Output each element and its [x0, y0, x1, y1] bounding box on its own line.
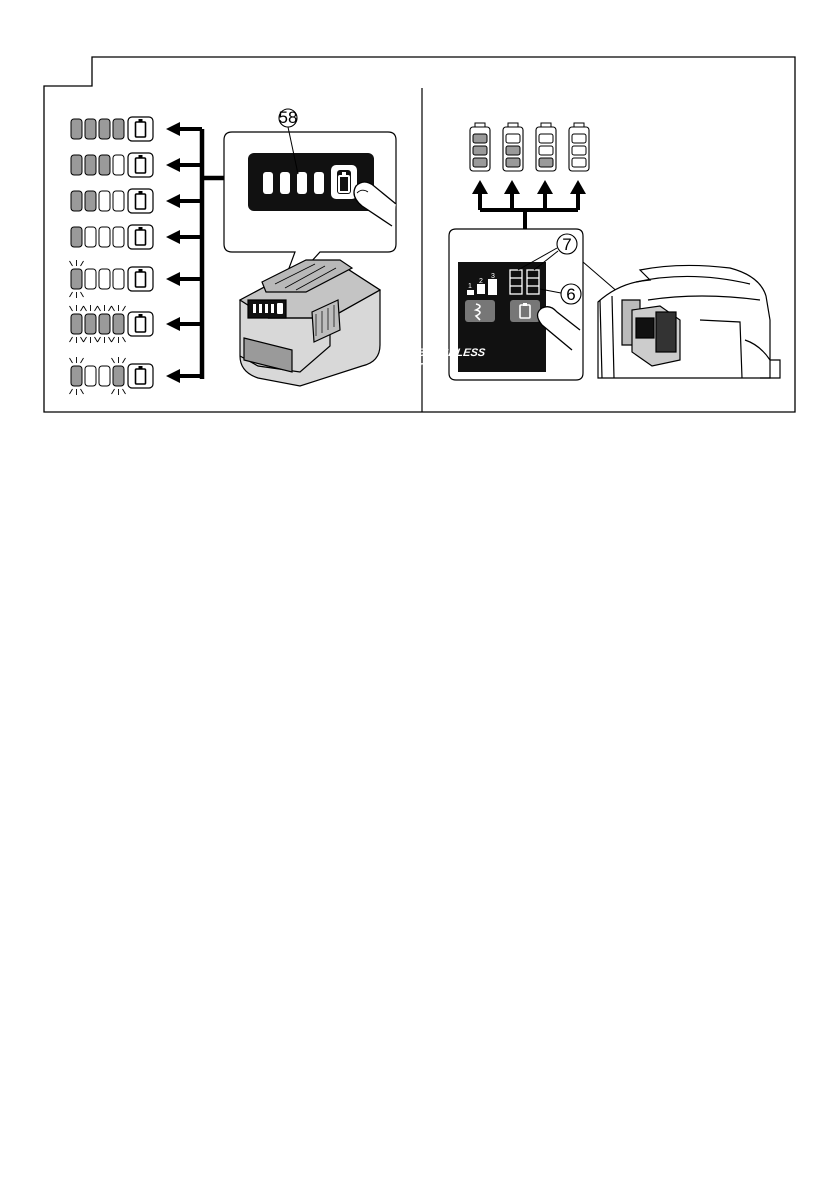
- blink-ray: [95, 306, 98, 311]
- tool-charge-cap: [508, 123, 518, 127]
- blink-ray: [95, 337, 98, 342]
- blink-ray: [112, 389, 115, 394]
- blink-ray: [84, 337, 87, 342]
- callout-6-label: 6: [566, 285, 576, 304]
- battery-state-row: [70, 357, 203, 395]
- blink-ray: [81, 358, 84, 363]
- battery-indicator-figure: [0, 0, 840, 420]
- blink-ray: [112, 306, 115, 311]
- tool-charge-segment: [473, 158, 487, 167]
- battery-segment: [71, 155, 82, 175]
- tool-charge-segment: [572, 146, 586, 155]
- blink-ray: [70, 292, 73, 297]
- tool-charge-segment: [572, 134, 586, 143]
- battery-state-row: [70, 260, 203, 298]
- battery-check-button-zoom: [331, 165, 357, 199]
- tool-charge-icon: [569, 123, 589, 171]
- state-arrow-head: [166, 122, 180, 136]
- tool-charge-cap: [541, 123, 551, 127]
- state-arrow-head: [166, 194, 180, 208]
- blink-ray: [112, 358, 115, 363]
- battery-pack-illustration: [240, 260, 380, 386]
- battery-segment: [85, 366, 96, 386]
- battery-segment: [85, 191, 96, 211]
- blink-ray: [70, 358, 73, 363]
- battery-segment: [99, 269, 110, 289]
- tool-charge-segment: [506, 146, 520, 155]
- tool-charge-segment: [473, 146, 487, 155]
- battery-segment: [71, 227, 82, 247]
- battery-segment: [71, 119, 82, 139]
- battery-segment: [113, 155, 124, 175]
- blink-ray: [81, 261, 84, 266]
- mode-number-3: 3: [491, 273, 495, 280]
- battery-segment: [113, 366, 124, 386]
- tool-charge-segment: [506, 158, 520, 167]
- battery-segment: [99, 119, 110, 139]
- blink-ray: [98, 306, 101, 311]
- battery-state-row: [70, 305, 203, 343]
- tool-state-list: [470, 123, 589, 171]
- battery-state-row: [71, 189, 202, 213]
- state-arrow-head: [166, 317, 180, 331]
- blink-ray: [109, 337, 112, 342]
- mode-number-1: 1: [468, 283, 472, 290]
- brushless-logo: BRUSHLESS: [416, 347, 487, 359]
- blink-ray: [109, 306, 112, 311]
- battery-state-list: [70, 117, 203, 395]
- blink-ray: [81, 292, 84, 297]
- battery-segment: [113, 314, 124, 334]
- battery-segment: [85, 269, 96, 289]
- battery-glyph-tip: [139, 227, 143, 230]
- blink-ray: [123, 306, 126, 311]
- battery-glyph-icon: [136, 272, 146, 287]
- tool-charge-cap: [475, 123, 485, 127]
- battery-glyph-tip: [139, 366, 143, 369]
- battery-segment: [71, 366, 82, 386]
- battery-glyph-icon: [136, 369, 146, 384]
- callout-7-label: 7: [562, 235, 572, 254]
- state-arrow-head: [166, 158, 180, 172]
- blink-ray: [70, 261, 73, 266]
- battery-glyph-tip: [139, 155, 143, 158]
- battery-check-button: [510, 300, 540, 322]
- blink-ray: [123, 389, 126, 394]
- battery-glyph-icon: [136, 194, 146, 209]
- tool-charge-icon: [536, 123, 556, 171]
- battery-segment: [113, 227, 124, 247]
- battery-glyph-icon: [136, 230, 146, 245]
- tool-charge-segment: [506, 134, 520, 143]
- blink-ray: [70, 337, 73, 342]
- tool-charge-icon: [503, 123, 523, 171]
- battery-segment: [71, 269, 82, 289]
- battery-segment: [99, 155, 110, 175]
- tool-charge-icon: [470, 123, 490, 171]
- tool-charge-cap: [574, 123, 584, 127]
- mode-number-2: 2: [479, 278, 483, 285]
- blink-ray: [123, 337, 126, 342]
- tool-arrow-heads: [472, 180, 586, 194]
- callout-58-label: 58: [278, 108, 298, 127]
- battery-segment: [71, 191, 82, 211]
- blink-ray: [123, 358, 126, 363]
- battery-segment: [113, 119, 124, 139]
- blink-ray: [112, 337, 115, 342]
- battery-segment: [99, 191, 110, 211]
- blink-ray: [81, 306, 84, 311]
- battery-glyph-icon: [136, 158, 146, 173]
- tool-charge-segment: [539, 146, 553, 155]
- tool-body-illustration: [598, 265, 780, 378]
- battery-segment: [113, 269, 124, 289]
- battery-segment: [99, 227, 110, 247]
- battery-glyph-icon: [136, 122, 146, 137]
- at-logo: AT: [405, 360, 425, 375]
- battery-glyph-tip: [139, 119, 143, 122]
- blink-ray: [98, 337, 101, 342]
- battery-state-row: [71, 225, 202, 249]
- tool-charge-segment: [539, 158, 553, 167]
- blink-ray: [81, 337, 84, 342]
- battery-segment: [113, 191, 124, 211]
- state-arrow-head: [166, 230, 180, 244]
- battery-segment: [99, 366, 110, 386]
- mode-button: [465, 300, 495, 322]
- battery-segment: [99, 314, 110, 334]
- battery-glyph-tip: [139, 314, 143, 317]
- battery-state-row: [71, 117, 202, 141]
- state-arrow-head: [166, 272, 180, 286]
- battery-state-row: [71, 153, 202, 177]
- battery-glyph-icon: [136, 317, 146, 332]
- battery-segment: [85, 155, 96, 175]
- battery-segment: [85, 227, 96, 247]
- tool-charge-segment: [539, 134, 553, 143]
- battery-glyph-tip: [139, 191, 143, 194]
- battery-segment: [85, 314, 96, 334]
- state-arrow-head: [166, 369, 180, 383]
- blink-ray: [81, 389, 84, 394]
- battery-segment: [71, 314, 82, 334]
- blink-ray: [84, 306, 87, 311]
- battery-segment: [85, 119, 96, 139]
- blink-ray: [70, 389, 73, 394]
- blink-ray: [70, 306, 73, 311]
- tool-charge-segment: [572, 158, 586, 167]
- battery-glyph-tip: [139, 269, 143, 272]
- tool-charge-segment: [473, 134, 487, 143]
